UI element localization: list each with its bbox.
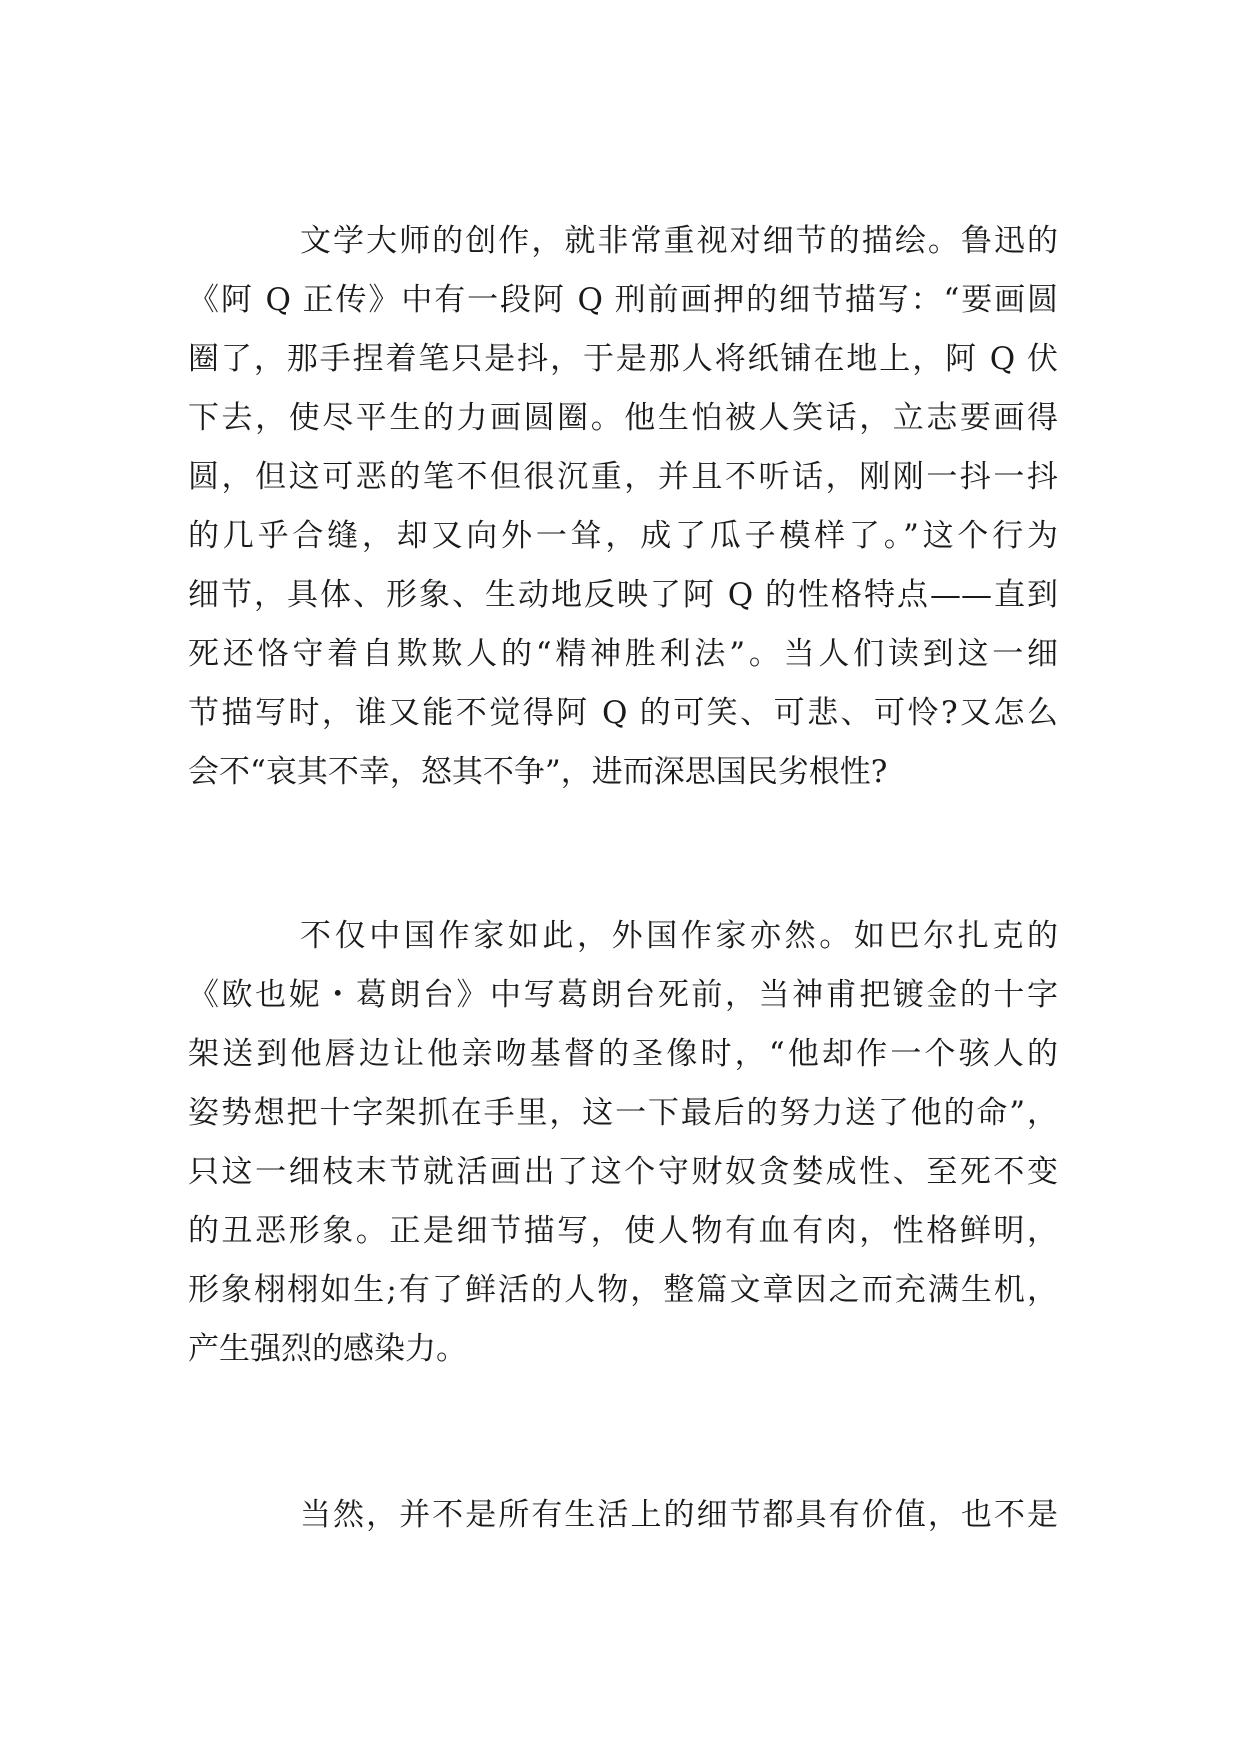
text-line: 只这一细枝末节就活画出了这个守财奴贪婪成性、至死不变	[188, 1154, 1058, 1190]
text-line: 死还恪守着自欺欺人的“精神胜利法”。当人们读到这一细	[188, 636, 1058, 672]
text-line: 不仅中国作家如此，外国作家亦然。如巴尔扎克的	[300, 918, 1058, 954]
text-line: 的丑恶形象。正是细节描写，使人物有血有肉，性格鲜明，	[188, 1213, 1058, 1249]
text-line: 《欧也妮・葛朗台》中写葛朗台死前，当神甫把镀金的十字	[188, 977, 1058, 1013]
text-line: 圆，但这可恶的笔不但很沉重，并且不听话，刚刚一抖一抖	[188, 459, 1058, 495]
text-line: 节描写时，谁又能不觉得阿 Q 的可笑、可悲、可怜?又怎么	[188, 695, 1058, 731]
text-line: 架送到他唇边让他亲吻基督的圣像时，“他却作一个骇人的	[188, 1036, 1058, 1072]
paragraph-balzac	[188, 907, 1058, 1379]
text-line: 的几乎合缝，却又向外一耸，成了瓜子模样了。”这个行为	[188, 518, 1058, 554]
text-line: 会不“哀其不幸，怒其不争”，进而深思国民劣根性?	[188, 754, 888, 790]
text-line: 产生强烈的感染力。	[188, 1331, 467, 1367]
text-line: 当然，并不是所有生活上的细节都具有价值，也不是	[300, 1497, 1058, 1533]
text-line: 下去，使尽平生的力画圆圈。他生怕被人笑话，立志要画得	[188, 400, 1058, 436]
paragraph-lu-xun	[188, 212, 1058, 802]
text-line: 姿势想把十字架抓在手里，这一下最后的努力送了他的命”，	[188, 1095, 1058, 1131]
paragraph-value-of-details	[188, 1486, 1058, 1545]
text-line: 文学大师的创作，就非常重视对细节的描绘。鲁迅的	[300, 223, 1058, 259]
text-line: 形象栩栩如生;有了鲜活的人物，整篇文章因之而充满生机，	[188, 1272, 1058, 1308]
text-line: 细节，具体、形象、生动地反映了阿 Q 的性格特点——直到	[188, 577, 1058, 613]
text-line: 《阿 Q 正传》中有一段阿 Q 刑前画押的细节描写：“要画圆	[188, 282, 1058, 318]
text-line: 圈了，那手捏着笔只是抖，于是那人将纸铺在地上，阿 Q 伏	[188, 341, 1058, 377]
